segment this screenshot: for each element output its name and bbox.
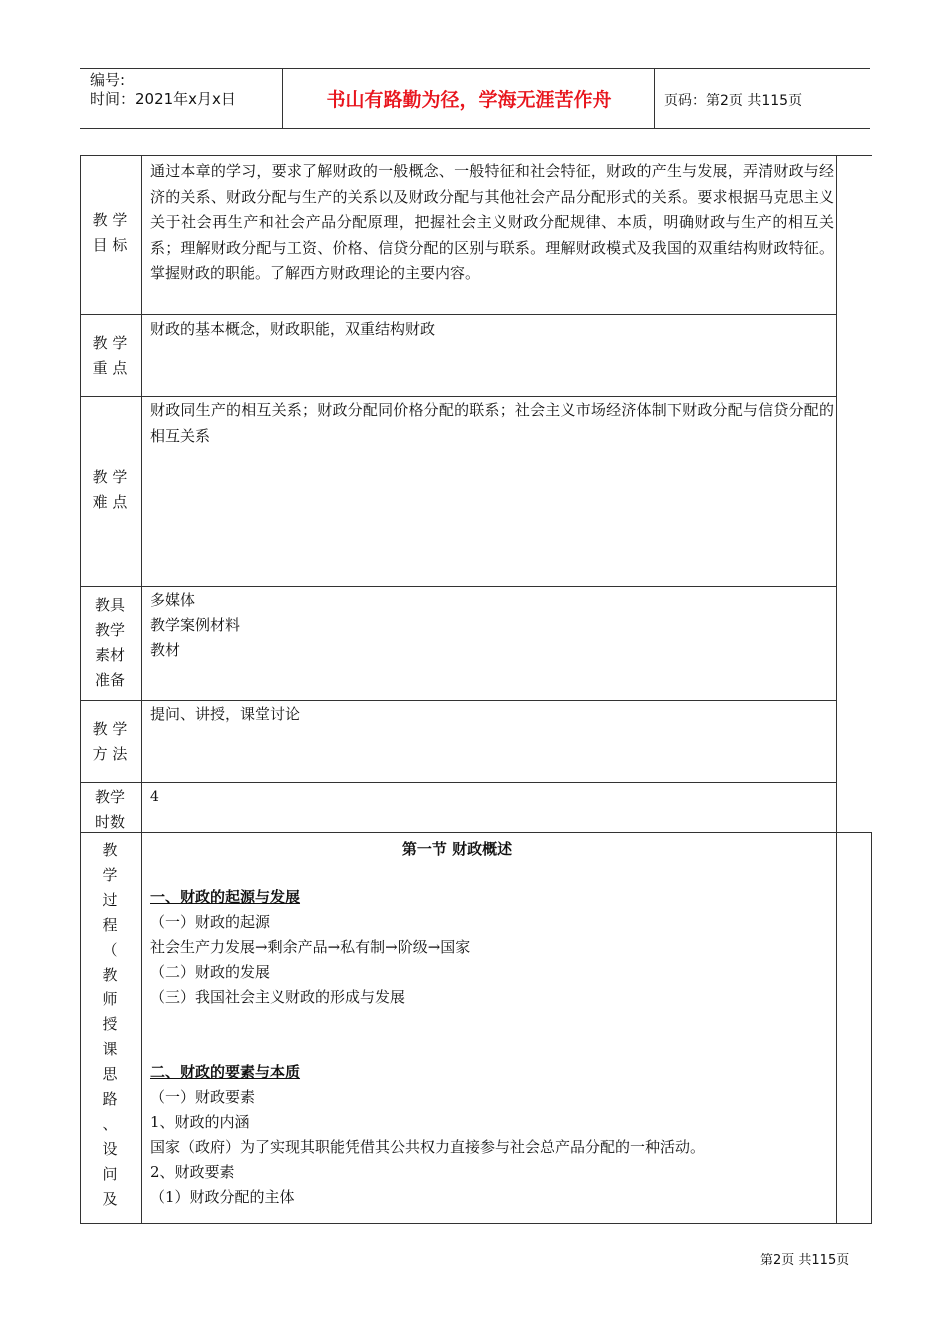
process-line: （1）财政分配的主体 bbox=[150, 1188, 295, 1206]
row-content-materials: 多媒体 教学案例材料 教材 bbox=[150, 591, 241, 659]
page-footer: 第2页 共115页 bbox=[760, 1253, 850, 1268]
process-line: 国家（政府）为了实现其职能凭借其公共权力直接参与社会总产品分配的一种活动。 bbox=[150, 1138, 706, 1156]
process-line: 社会生产力发展→剩余产品→私有制→阶级→国家 bbox=[150, 938, 471, 956]
document-time-label: 时间：2021年x月x日 bbox=[90, 90, 236, 108]
row-label-key-points: 教 学 重 点 bbox=[92, 334, 128, 377]
table-rule bbox=[80, 155, 872, 156]
row-label-difficulties: 教 学 难 点 bbox=[92, 468, 128, 511]
process-line: （三）我国社会主义财政的形成与发展 bbox=[150, 988, 406, 1006]
process-line: （一）财政的起源 bbox=[150, 913, 271, 931]
row-label-materials: 教具 教学 素材 准备 bbox=[94, 596, 125, 689]
process-line: （一）财政要素 bbox=[150, 1088, 256, 1106]
process-line: （二）财政的发展 bbox=[150, 963, 271, 981]
process-blank-line bbox=[150, 1010, 834, 1035]
process-line: 2、财政要素 bbox=[150, 1163, 235, 1181]
process-line: 1、财政的内涵 bbox=[150, 1113, 250, 1131]
row-label-methods: 教 学 方 法 bbox=[92, 720, 128, 763]
document-number-label: 编号: bbox=[90, 71, 126, 89]
header-divider bbox=[654, 68, 655, 128]
row-label-hours: 教学 时数 bbox=[94, 788, 125, 831]
row-label-process: 教 学 过 程 （ 教 师 授 课 思 路 、 设 问 及 bbox=[102, 841, 118, 1208]
table-border-right bbox=[871, 832, 872, 1223]
row-content-teaching-goal: 通过本章的学习，要求了解财政的一般概念、一般特征和社会特征，财政的产生与发展，弄清财政与经济的关系、财政分配与生产的关系以及财政分配与其他社会产品分配形式的关系。要求根据马克思主义关于社会再生产和社会产品分配原理，把握社会主义财政分配规律、本质，明确财政与生产的相互关系；理解财政分配与工资、价格、信贷分配的区别与联系。理解财政模式及我国的双重结构财政特征。掌握财政的职能。了解西方财政理论的主要内容。 bbox=[150, 162, 834, 282]
header-page-label: 页码：第2页 共115页 bbox=[664, 93, 803, 109]
row-content-key-points: 财政的基本概念，财政职能，双重结构财政 bbox=[150, 320, 436, 338]
table-rule bbox=[80, 314, 836, 315]
table-rule bbox=[80, 700, 836, 701]
table-column-divider bbox=[836, 155, 837, 1223]
table-rule bbox=[80, 396, 836, 397]
table-rule bbox=[80, 586, 836, 587]
process-blank-line bbox=[150, 1035, 834, 1060]
table-rule bbox=[80, 1223, 872, 1224]
header-bottom-rule bbox=[80, 128, 870, 129]
table-column-divider bbox=[141, 155, 142, 1223]
heading-origin-development: 一、财政的起源与发展 bbox=[150, 888, 301, 906]
section-title: 第一节 财政概述 bbox=[401, 840, 513, 858]
header-top-rule bbox=[80, 68, 870, 69]
row-content-hours: 4 bbox=[150, 789, 159, 805]
process-content bbox=[150, 885, 834, 1210]
header-divider bbox=[282, 68, 283, 128]
header-left-info bbox=[90, 71, 236, 109]
heading-elements-essence: 二、财政的要素与本质 bbox=[150, 1063, 301, 1081]
table-rule bbox=[80, 782, 836, 783]
row-content-methods: 提问、讲授，课堂讨论 bbox=[150, 705, 301, 723]
header-motto: 书山有路勤为径，学海无涯苦作舟 bbox=[326, 89, 612, 111]
row-label-teaching-goal: 教 学 目 标 bbox=[92, 211, 128, 254]
table-rule bbox=[80, 832, 872, 833]
row-content-difficulties: 财政同生产的相互关系；财政分配同价格分配的联系；社会主义市场经济体制下财政分配与信贷分配的相互关系 bbox=[150, 401, 834, 445]
